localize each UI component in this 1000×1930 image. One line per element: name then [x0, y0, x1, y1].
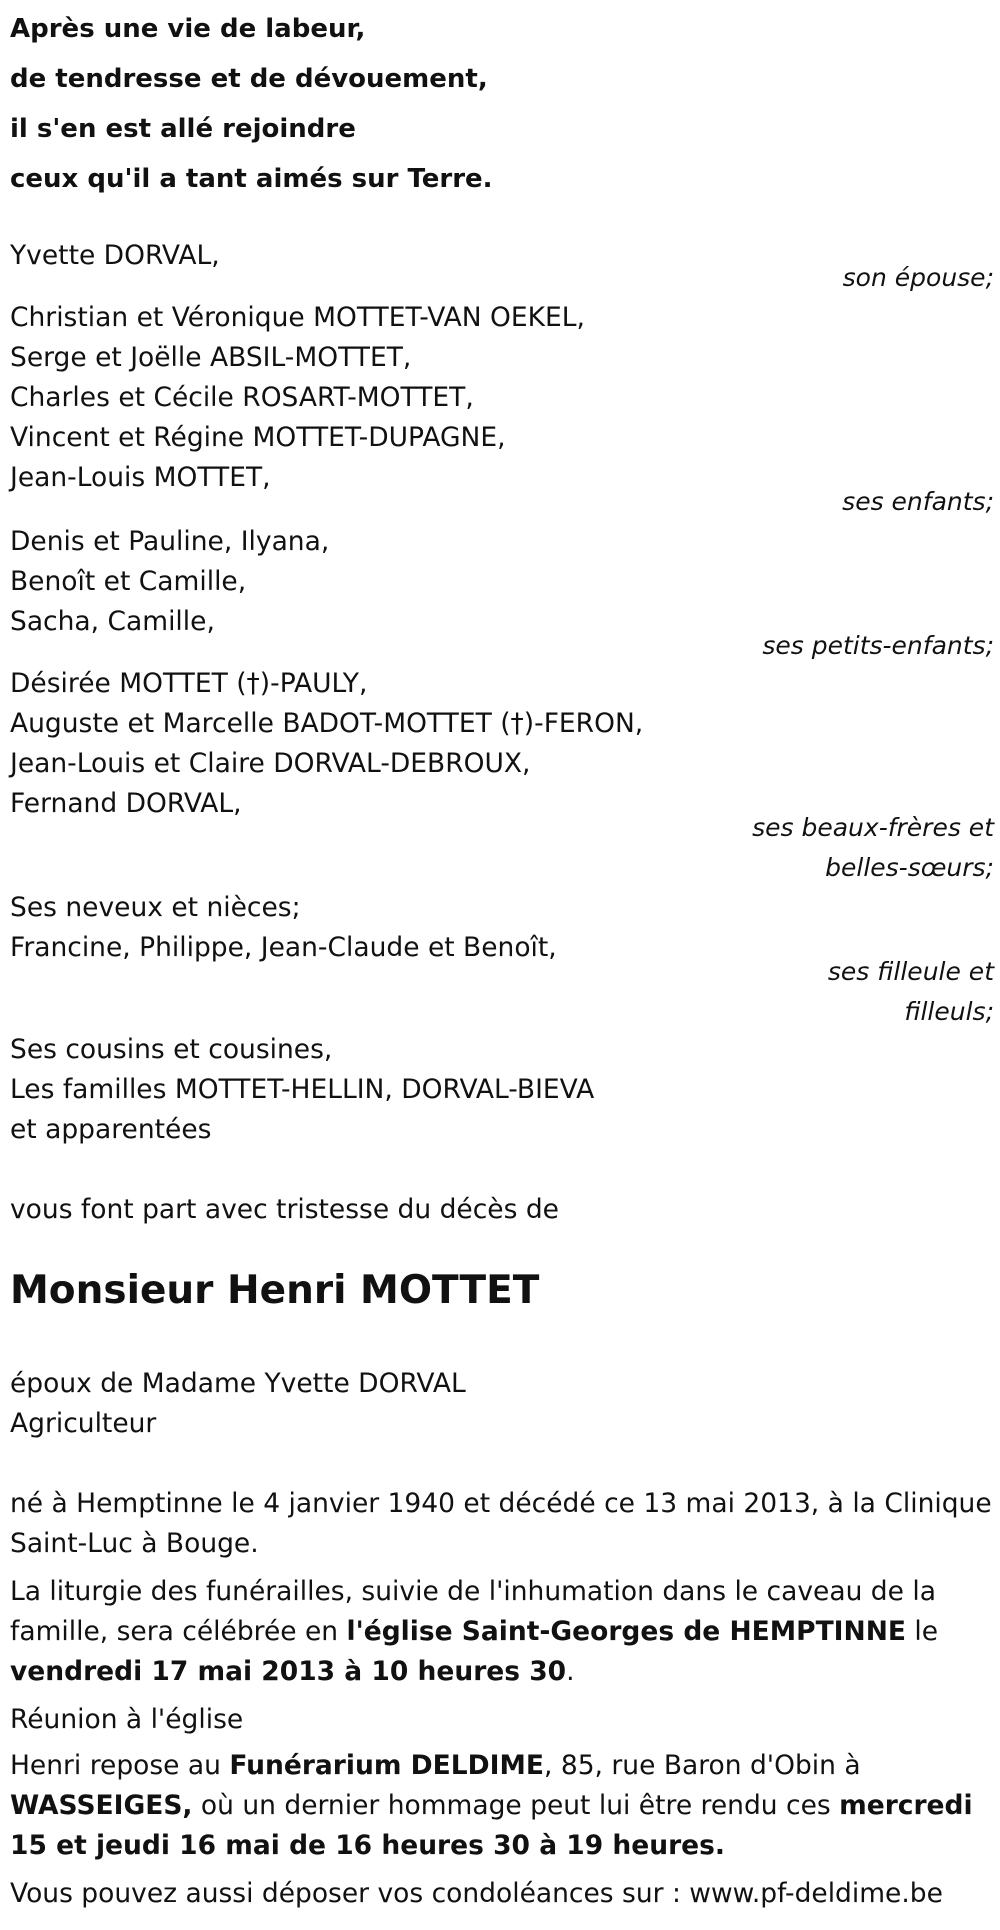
child-name: Christian et Véronique MOTTET-VAN OEKEL, — [10, 302, 585, 333]
spouse-name: Yvette DORVAL, — [10, 240, 220, 271]
funeral-home-text: , 85, rue Baron d'Obin à — [543, 1750, 861, 1781]
funeral-home-text: où un dernier hommage peut lui être rendu ces — [192, 1790, 840, 1821]
in-laws-relation: ses beaux-frères et — [752, 813, 994, 842]
church-name: l'église Saint-Georges de HEMPTINNE — [346, 1616, 906, 1647]
grandchild-name: Benoît et Camille, — [10, 566, 247, 597]
intro-line: ceux qu'il a tant aimés sur Terre. — [10, 164, 493, 194]
grandchild-name: Sacha, Camille, — [10, 606, 215, 637]
godchildren-relation: ses filleule et — [827, 957, 994, 986]
in-law-name: Désirée MOTTET (†)-PAULY, — [10, 668, 368, 699]
child-name: Jean-Louis MOTTET, — [10, 462, 271, 493]
profession: Agriculteur — [10, 1408, 157, 1439]
liturgy-text: La liturgie des funérailles, suivie de l'inhumation dans le caveau de la famille, sera célébrée en — [10, 1576, 936, 1647]
in-law-name: Jean-Louis et Claire DORVAL-DEBROUX, — [10, 748, 531, 779]
liturgy-paragraph — [10, 1572, 995, 1692]
children-relation: ses enfants; — [842, 487, 994, 516]
child-name: Vincent et Régine MOTTET-DUPAGNE, — [10, 422, 506, 453]
spouse-line: époux de Madame Yvette DORVAL — [10, 1368, 466, 1399]
funeral-home-paragraph — [10, 1746, 995, 1866]
cousins-line: Les familles MOTTET-HELLIN, DORVAL-BIEVA — [10, 1074, 595, 1105]
reunion-text: Réunion à l'église — [10, 1704, 244, 1735]
intro-line: il s'en est allé rejoindre — [10, 114, 356, 144]
birth-death-paragraph: né à Hemptinne le 4 janvier 1940 et décédé ce 13 mai 2013, à la Clinique Saint-Luc à Bouge. — [10, 1488, 992, 1559]
funeral-home-text: Henri repose au — [10, 1750, 230, 1781]
cousins-line: Ses cousins et cousines, — [10, 1034, 333, 1065]
intro-line: Après une vie de labeur, — [10, 14, 366, 44]
deceased-name: Monsieur Henri MOTTET — [10, 1268, 540, 1313]
godchildren-relation: filleuls; — [904, 997, 994, 1026]
in-law-name: Fernand DORVAL, — [10, 788, 242, 819]
godchildren-names: Francine, Philippe, Jean-Claude et Benoît, — [10, 932, 557, 963]
liturgy-text: . — [566, 1656, 575, 1687]
cousins-line: et apparentées — [10, 1114, 212, 1145]
grandchildren-relation: ses petits-enfants; — [762, 631, 994, 660]
child-name: Charles et Cécile ROSART-MOTTET, — [10, 382, 474, 413]
visiting-hours: mercredi 15 et jeudi 16 mai de 16 heures 30 à 19 heures. — [10, 1790, 973, 1861]
spouse-relation: son épouse; — [842, 263, 994, 292]
intro-verse — [10, 4, 710, 204]
liturgy-text: le — [905, 1616, 939, 1647]
funeral-home-name: Funérarium DELDIME — [229, 1750, 544, 1781]
intro-line: de tendresse et de dévouement, — [10, 64, 488, 94]
nephews-line: Ses neveux et nièces; — [10, 892, 301, 923]
child-name: Serge et Joëlle ABSIL-MOTTET, — [10, 342, 412, 373]
announcement-text: vous font part avec tristesse du décès de — [10, 1194, 559, 1225]
in-law-name: Auguste et Marcelle BADOT-MOTTET (†)-FERON, — [10, 708, 644, 739]
funeral-home-town: WASSEIGES, — [10, 1790, 193, 1821]
grandchild-name: Denis et Pauline, Ilyana, — [10, 526, 330, 557]
in-laws-relation: belles-sœurs; — [825, 853, 994, 882]
funeral-datetime: vendredi 17 mai 2013 à 10 heures 30 — [10, 1656, 567, 1687]
condolences-text: Vous pouvez aussi déposer vos condoléances sur : www.pf-deldime.be — [10, 1878, 943, 1909]
